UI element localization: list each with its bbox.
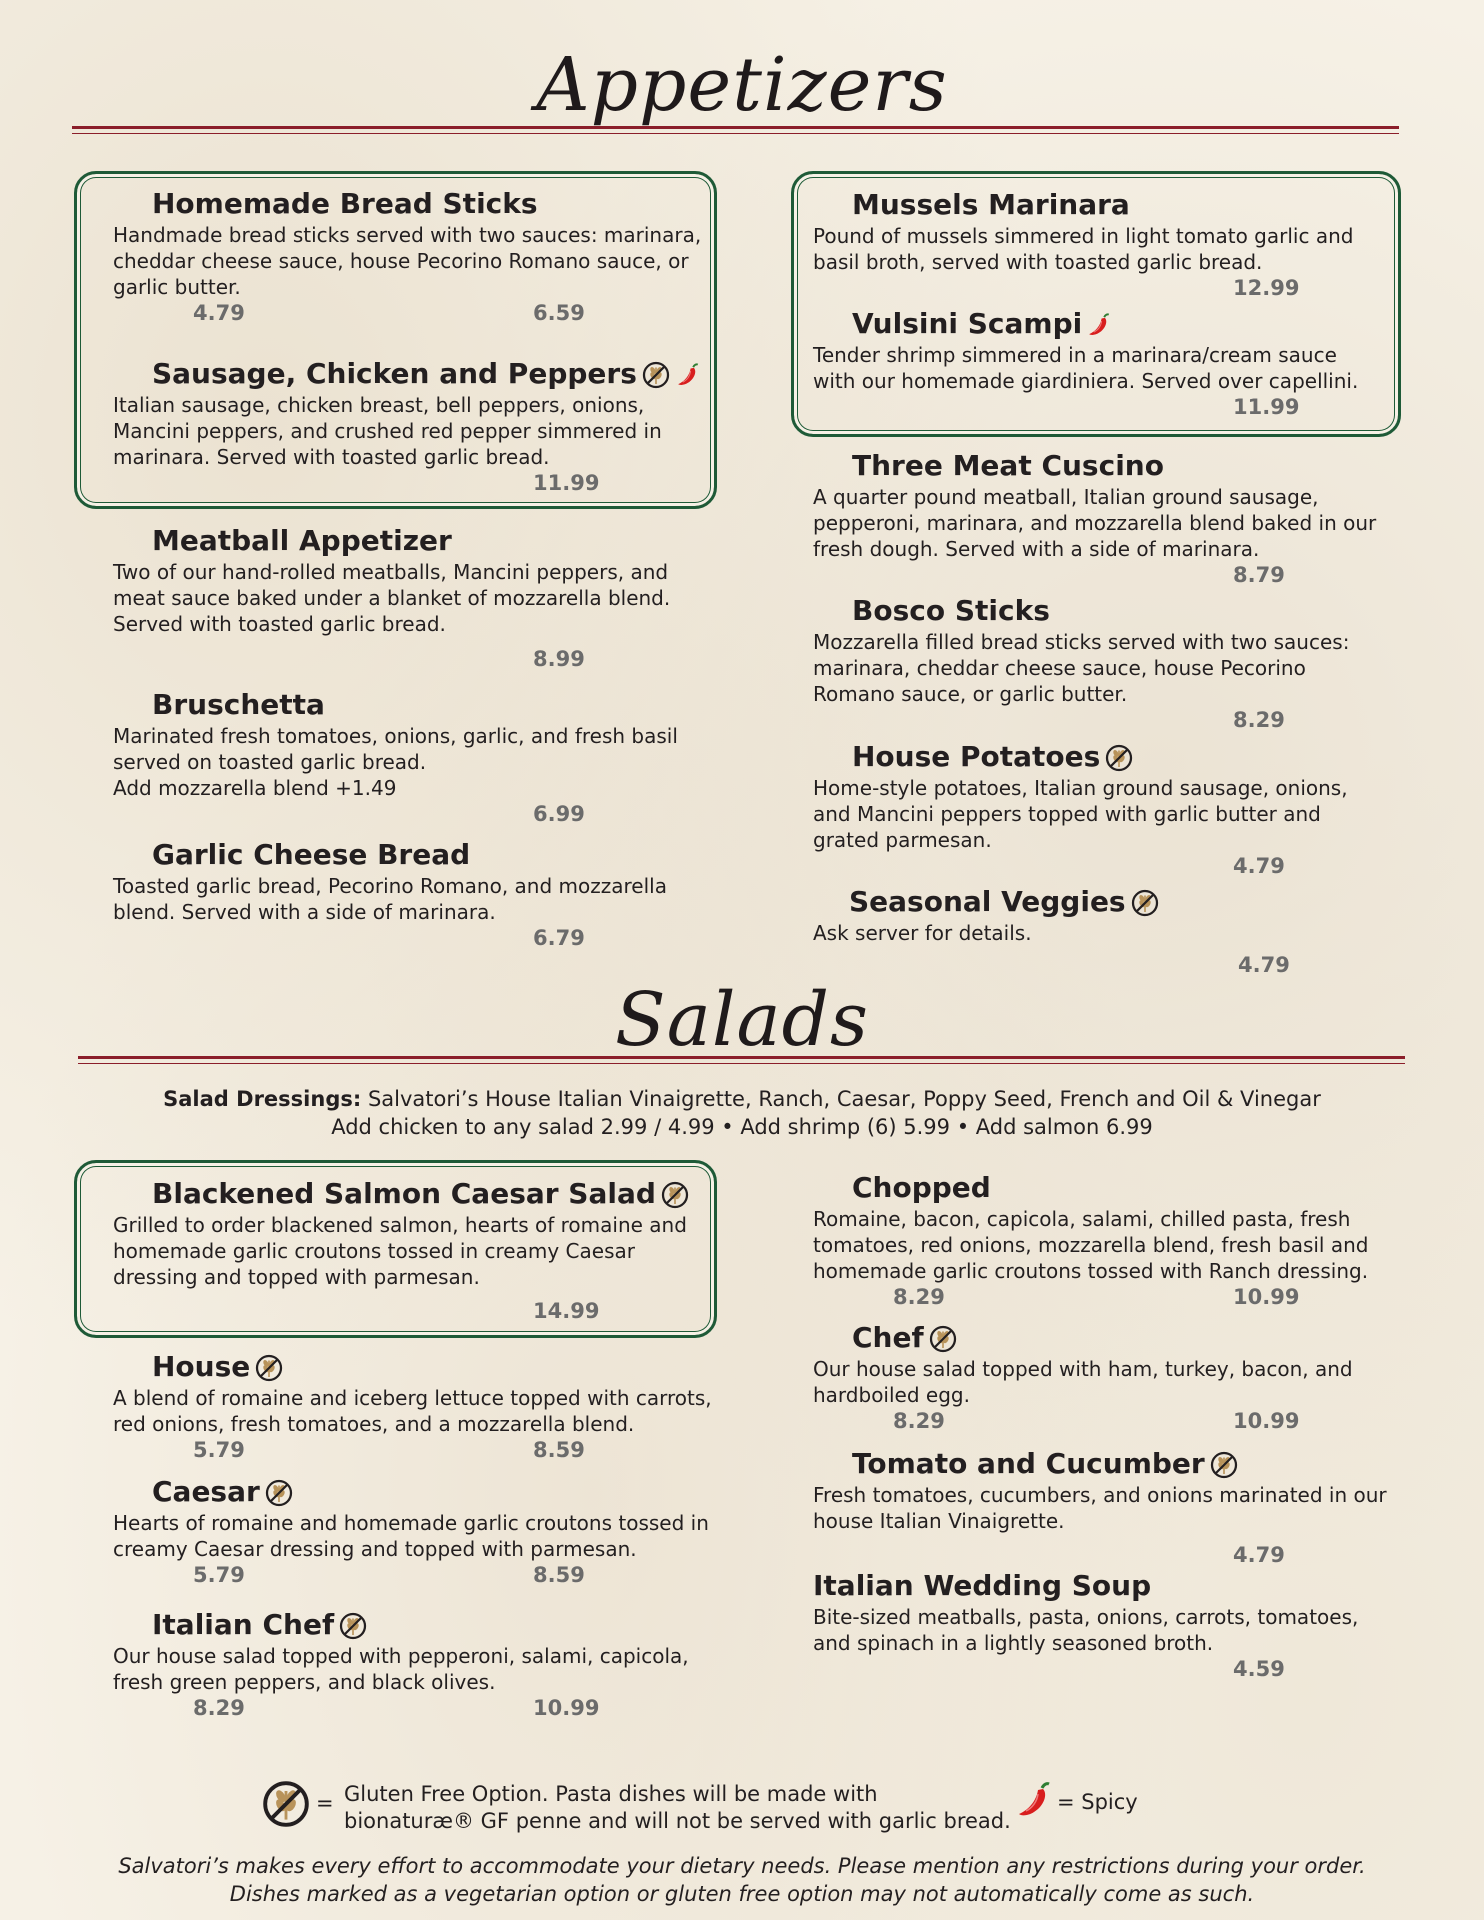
item-description: Ask server for details. [813,921,1032,945]
item-name: Garlic Cheese Bread [152,838,471,871]
item-description: Bite-sized meatballs, pasta, onions, carrots, tomatoes, and spinach in a lightly seasoned broth. [813,1605,1359,1655]
salads-title: Salads [615,977,869,1063]
menu-item-sausage-chicken-peppers [113,356,713,497]
gluten-free-legend-icon [260,1778,312,1830]
salads-rule [78,1056,1405,1059]
item-name-row [852,306,1383,342]
item-name: Meatball Appetizer [152,524,452,557]
item-description: Romaine, bacon, capicola, salami, chilled pasta, fresh tomatoes, red onions, mozzarella blend, fresh basil and homemade garlic croutons tossed with Ranch dressing. [813,1207,1369,1283]
menu-item-meatball-appetizer [113,523,713,673]
item-name: Vulsini Scampi [852,307,1083,340]
gluten-free-icon [928,1324,958,1354]
price-large: 8.59 [533,1438,585,1462]
salad-dressings [0,1085,1484,1141]
appetizers-title: Appetizers [536,42,948,128]
dressings-label: Salad Dressings: [163,1087,362,1111]
price: 14.99 [533,1299,600,1323]
gluten-free-icon [1104,743,1134,773]
price: 11.99 [533,471,600,495]
gluten-free-icon [1209,1450,1239,1480]
item-name-row [152,1607,713,1643]
menu-item-homemade-bread-sticks [113,186,713,327]
item-description: Pound of mussels simmered in light tomato garlic and basil broth, served with toasted garlic bread. [813,224,1354,274]
menu-item-bruschetta [113,687,713,828]
price-small: 4.79 [193,301,245,325]
menu-item-garlic-cheese-bread [113,837,713,952]
item-name: Chopped [852,1171,991,1204]
menu-item-italian-wedding-soup [813,1568,1393,1683]
item-description: Italian sausage, chicken breast, bell peppers, onions, Mancini peppers, and crushed red pepper simmered in marinara. Served with toasted garlic bread. [113,393,662,469]
price-small: 5.79 [193,1563,245,1587]
gluten-free-legend-line-1: Gluten Free Option. Pasta dishes will be made with [344,1782,878,1806]
price-small: 8.29 [893,1409,945,1433]
spicy-legend-icon [1014,1774,1054,1826]
item-description: Two of our hand-rolled meatballs, Mancini peppers, and meat sauce baked under a blanket of mozzarella blend. Served with toasted garlic bread. [113,560,671,636]
item-name: Homemade Bread Sticks [152,187,538,220]
menu-item-seasonal-veggies [813,884,1383,979]
gluten-free-icon [1130,888,1160,918]
spicy-legend-text: = Spicy [1057,1790,1138,1814]
gluten-free-legend-equals: = [316,1791,334,1815]
menu-item-house-potatoes [813,739,1383,880]
item-description: Toasted garlic bread, Pecorino Romano, and mozzarella blend. Served with a side of marinara. [113,874,667,924]
menu-item-three-meat-cuscino [813,448,1383,589]
item-name-row [152,1349,713,1385]
item-name-row [852,1320,1393,1356]
gluten-free-legend-text [344,1781,1011,1835]
menu-item-caesar-salad [113,1474,713,1589]
menu-item-chef [813,1320,1393,1435]
price: 6.99 [533,802,585,826]
menu-item-house-salad [113,1349,713,1464]
gluten-free-icon [641,360,671,390]
menu-item-bosco-sticks [813,593,1383,734]
item-description: Grilled to order blackened salmon, hearts of romaine and homemade garlic croutons tossed in creamy Caesar dressing and topped with parmesan. [113,1213,687,1289]
item-description: A blend of romaine and iceberg lettuce topped with carrots, red onions, fresh tomatoes, and a mozzarella blend. [113,1386,712,1436]
item-name: Italian Chef [152,1608,335,1641]
item-name: Blackened Salmon Caesar Salad [152,1177,656,1210]
item-description: Marinated fresh tomatoes, onions, garlic, and fresh basil served on toasted garlic bread. [113,724,678,774]
price: 4.79 [1238,953,1290,977]
price-large: 6.59 [533,301,585,325]
price: 6.79 [533,926,585,950]
item-name: House Potatoes [852,740,1101,773]
price: 11.99 [1233,395,1300,419]
item-name: Caesar [152,1475,260,1508]
price: 4.79 [1233,854,1285,878]
gluten-free-legend-line-2: bionaturæ® GF penne and will not be served with garlic bread. [344,1809,1011,1833]
price-small: 5.79 [193,1438,245,1462]
price: 12.99 [1233,276,1300,300]
item-description: Home-style potatoes, Italian ground sausage, onions, and Mancini peppers topped with garlic butter and grated parmesan. [813,776,1348,852]
gluten-free-icon [338,1611,368,1641]
price-large: 10.99 [1233,1409,1300,1433]
menu-item-italian-chef [113,1607,713,1722]
spicy-pepper-icon [1086,310,1112,340]
price: 8.99 [533,647,585,671]
item-description: Our house salad topped with pepperoni, salami, capicola, fresh green peppers, and black olives. [113,1644,689,1694]
item-description: A quarter pound meatball, Italian ground sausage, pepperoni, marinara, and mozzarella blend baked in our fresh dough. Served with a side of marinara. [813,485,1377,561]
item-name: Bosco Sticks [852,594,1050,627]
dietary-disclaimer [0,1852,1484,1908]
item-name-row [849,884,1383,920]
item-description: Mozzarella filled bread sticks served with two sauces: marinara, cheddar cheese sauce, house Pecorino Romano sauce, or garlic butter. [813,630,1350,706]
price: 8.29 [1233,708,1285,732]
spicy-pepper-icon [675,360,701,390]
item-name: Sausage, Chicken and Peppers [152,357,637,390]
disclaimer-line-2: Dishes marked as a vegetarian option or gluten free option may not automatically come as such. [229,1882,1255,1906]
menu-item-blackened-salmon-caesar [113,1176,713,1325]
price-small: 8.29 [193,1696,245,1720]
price-large: 8.59 [533,1563,585,1587]
item-description: Handmade bread sticks served with two sauces: marinara, cheddar cheese sauce, house Pecorino Romano sauce, or garlic butter. [113,223,702,299]
item-extra: Add mozzarella blend +1.49 [113,776,397,800]
price: 4.79 [1233,1543,1285,1567]
disclaimer-line-1: Salvatori’s makes every effort to accommodate your dietary needs. Please mention any restrictions during your order. [118,1854,1366,1878]
menu-item-vulsini-scampi [813,306,1383,421]
item-name-row [152,1176,713,1212]
item-name: Bruschetta [152,688,325,721]
dressings-list: Salvatori’s House Italian Vinaigrette, Ranch, Caesar, Poppy Seed, French and Oil & Vinegar [361,1087,1321,1111]
menu-item-tomato-cucumber [813,1446,1393,1569]
gluten-free-icon [660,1180,690,1210]
item-name: Italian Wedding Soup [813,1569,1152,1602]
item-description: Our house salad topped with ham, turkey, bacon, and hardboiled egg. [813,1357,1353,1407]
salad-addons: Add chicken to any salad 2.99 / 4.99 • Add shrimp (6) 5.99 • Add salmon 6.99 [331,1115,1153,1139]
item-description: Fresh tomatoes, cucumbers, and onions marinated in our house Italian Vinaigrette. [813,1483,1387,1533]
item-name: Seasonal Veggies [849,885,1126,918]
appetizers-rule [72,126,1399,129]
item-name: Tomato and Cucumber [852,1447,1205,1480]
gluten-free-icon [254,1353,284,1383]
menu-item-mussels-marinara [813,187,1383,302]
price-large: 10.99 [533,1696,600,1720]
menu-item-chopped [813,1170,1393,1311]
gluten-free-icon [264,1478,294,1508]
item-name-row [152,1474,713,1510]
price-small: 8.29 [893,1285,945,1309]
item-name: Mussels Marinara [852,188,1130,221]
item-description: Tender shrimp simmered in a marinara/cream sauce with our homemade giardiniera. Served over capellini. [813,343,1359,393]
item-name-row [852,1446,1393,1482]
item-description: Hearts of romaine and homemade garlic croutons tossed in creamy Caesar dressing and topped with parmesan. [113,1511,709,1561]
price: 4.59 [1233,1657,1285,1681]
price-large: 10.99 [1233,1285,1300,1309]
item-name-row [152,356,713,392]
item-name: Three Meat Cuscino [852,449,1164,482]
item-name: House [152,1350,251,1383]
item-name: Chef [852,1321,924,1354]
price: 8.79 [1233,563,1285,587]
item-name-row [852,739,1383,775]
